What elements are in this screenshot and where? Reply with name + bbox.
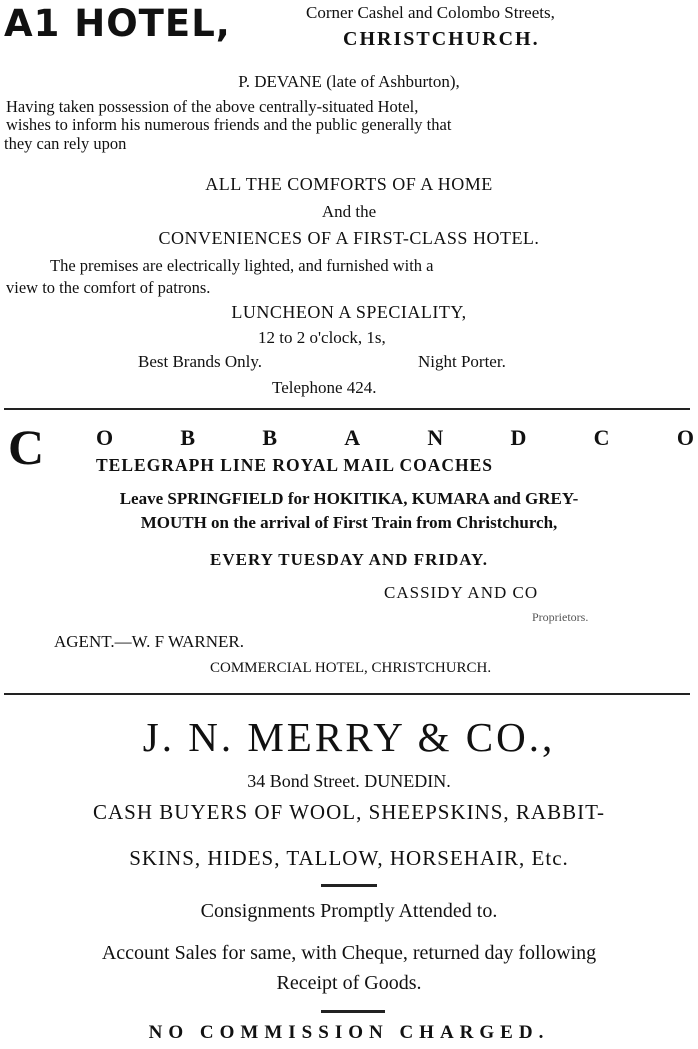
cobb-letter: N xyxy=(427,425,444,450)
cobb-agent-address: COMMERCIAL HOTEL, CHRISTCHURCH. xyxy=(210,660,492,676)
merry-no-commission: NO COMMISSION CHARGED. xyxy=(148,1022,550,1043)
cobb-subtitle: TELEGRAPH LINE ROYAL MAIL COACHES xyxy=(96,455,494,475)
cobb-route-line-1: Leave SPRINGFIELD for HOKITIKA, KUMARA and GREY- xyxy=(119,489,579,508)
cobb-letter: B xyxy=(262,425,277,450)
hotel-and-the: And the xyxy=(321,202,377,221)
merry-sales-line-2: Receipt of Goods. xyxy=(276,972,422,994)
cobb-letter: D xyxy=(510,425,527,450)
merry-buyers-line-2: SKINS, HIDES, TALLOW, HORSEHAIR, Etc. xyxy=(129,846,569,870)
cobb-letter: O xyxy=(676,425,694,450)
merry-firm-name: J. N. MERRY & CO., xyxy=(142,714,556,760)
hotel-luncheon: LUNCHEON A SPECIALITY, xyxy=(231,302,467,322)
cobb-route-line-2: MOUTH on the arrival of First Train from Christchurch, xyxy=(140,513,558,532)
cobb-spaced-letters xyxy=(96,425,694,451)
hotel-hours: 12 to 2 o'clock, 1s, xyxy=(258,328,386,347)
hotel-proprietor: P. DEVANE (late of Ashburton), xyxy=(238,72,460,91)
hotel-night-porter: Night Porter. xyxy=(418,352,506,371)
cobb-letter: O xyxy=(96,425,114,450)
hotel-title: A1 HOTEL, xyxy=(4,2,231,45)
merry-sales-line-1: Account Sales for same, with Cheque, returned day following xyxy=(101,942,597,964)
merry-consignments: Consignments Promptly Attended to. xyxy=(200,900,498,922)
short-divider-1 xyxy=(321,884,377,887)
cobb-letter: C xyxy=(593,425,610,450)
hotel-premises-line-1: The premises are electrically lighted, and furnished with a xyxy=(50,256,434,275)
hotel-telephone: Telephone 424. xyxy=(272,378,377,397)
merry-buyers-line-1: CASH BUYERS OF WOOL, SHEEPSKINS, RABBIT- xyxy=(93,800,605,824)
hotel-city: CHRISTCHURCH. xyxy=(343,28,540,50)
hotel-premises-line-2: view to the comfort of patrons. xyxy=(6,278,211,297)
cobb-owners: CASSIDY AND CO xyxy=(384,583,539,602)
hotel-brands: Best Brands Only. xyxy=(138,352,263,371)
hotel-conveniences: CONVENIENCES OF A FIRST-CLASS HOTEL. xyxy=(158,228,540,248)
cobb-proprietors: Proprietors. xyxy=(532,610,589,624)
divider-2 xyxy=(4,693,690,695)
hotel-comforts: ALL THE COMFORTS OF A HOME xyxy=(205,174,493,194)
merry-address: 34 Bond Street. DUNEDIN. xyxy=(247,771,451,791)
cobb-days: EVERY TUESDAY AND FRIDAY. xyxy=(210,550,488,569)
hotel-body-line-1: Having taken possession of the above centrally-situated Hotel, xyxy=(6,97,419,116)
divider-1 xyxy=(4,408,690,410)
cobb-letter: A xyxy=(344,425,361,450)
cobb-agent: AGENT.—W. F WARNER. xyxy=(54,632,244,651)
hotel-body-line-2: wishes to inform his numerous friends and the public generally that xyxy=(6,115,452,134)
cobb-letter: B xyxy=(180,425,196,450)
short-divider-2 xyxy=(321,1010,385,1013)
hotel-body-line-3: they can rely upon xyxy=(4,134,127,153)
hotel-corner-address: Corner Cashel and Colombo Streets, xyxy=(306,3,555,22)
cobb-initial: C xyxy=(8,419,45,475)
